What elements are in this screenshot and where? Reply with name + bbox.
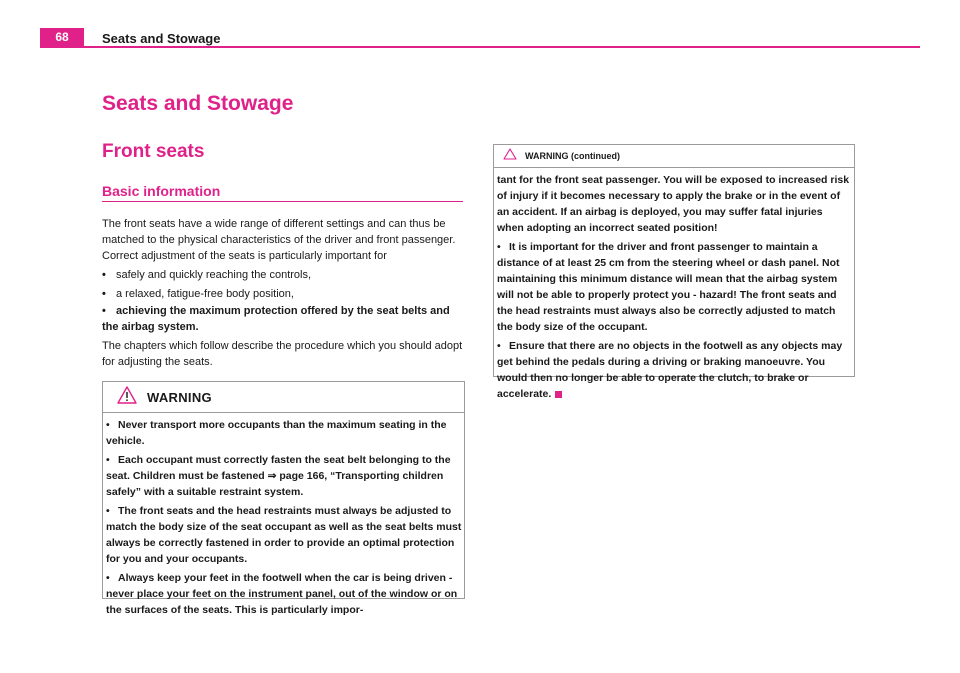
warning-item-text: The front seats and the head restraints must always be adjusted to match the body size of the seat occupant as well as the seat belts must always be correctly fastened in order to provide an optimal protection for you and your occupants. — [106, 505, 462, 565]
header-rule — [40, 46, 920, 48]
warning-item — [497, 338, 851, 402]
warning-header — [103, 382, 464, 413]
bullet-item — [102, 303, 464, 335]
bullet-dot: • — [102, 288, 106, 300]
end-of-section-icon — [555, 391, 562, 398]
bullet-item — [102, 286, 464, 302]
bullet-dot: • — [497, 241, 501, 253]
bullet-text: safely and quickly reaching the controls, — [116, 269, 312, 281]
warning-item-text: Always keep your feet in the footwell when the car is being driven - never place your feet on the instrument panel, out of the window or on the surfaces of the seats. This is particularly impor- — [106, 572, 458, 616]
subsection-title: Basic information — [102, 183, 221, 199]
bullet-text: a relaxed, fatigue-free body position, — [116, 288, 294, 300]
section-title: Front seats — [102, 141, 205, 162]
warning-item-text: Each occupant must correctly fasten the seat belt belonging to the seat. Children must be fastened ⇒ page 166, “Transporting children safely” with a suitable restraint system. — [106, 454, 451, 498]
warning-item — [106, 570, 462, 618]
warning-item-text: It is important for the driver and front passenger to maintain a distance of at least 25 cm from the steering wheel or dash panel. Not maintaining this minimum distance will mean that the airbag system will not be able to properly protect you - hazard! The front seats and the head restraints must always also be correctly adjusted to match the body size of the occupant. — [497, 241, 840, 333]
warning-item — [497, 239, 851, 335]
chapters-paragraph: The chapters which follow describe the procedure which you should adopt for adjusting the seats. — [102, 340, 463, 368]
warning-continued-box — [493, 144, 855, 400]
page-number: 68 — [40, 28, 84, 46]
running-title: Seats and Stowage — [102, 31, 221, 46]
warning-box — [102, 381, 465, 616]
warning-item-text: Never transport more occupants than the maximum seating in the vehicle. — [106, 419, 447, 447]
bullet-dot: • — [102, 269, 106, 281]
bullet-dot: • — [102, 305, 106, 317]
warning-continued-title: WARNING (continued) — [525, 151, 620, 161]
bullet-dot: • — [497, 340, 501, 352]
warning-continued-body — [494, 168, 854, 402]
bullet-dot: • — [106, 572, 110, 584]
intro-paragraph: The front seats have a wide range of different settings and can thus be matched to the physical characteristics of the driver and front passenger. Correct adjustment of the seats is particularly important for — [102, 218, 456, 262]
warning-triangle-icon — [503, 147, 517, 165]
bullet-dot: • — [106, 505, 110, 517]
warning-body — [103, 413, 464, 618]
warning-continued-lead: tant for the front seat passenger. You will be exposed to increased risk of injury if it becomes necessary to apply the brake or in the event of an accident. If an airbag is deployed, you may suffer fatal injuries when adopting an incorrect seated position! — [497, 174, 850, 234]
bullet-text: achieving the maximum protection offered by the seat belts and the airbag system. — [102, 305, 450, 333]
bullet-dot: • — [106, 419, 110, 431]
bullet-item — [102, 267, 464, 283]
warning-item-text: Ensure that there are no objects in the footwell as any objects may get behind the pedals during a driving or braking manoeuvre. You would then no longer be able to operate the clutch, to brake or accelerate. — [497, 340, 843, 400]
warning-item — [106, 503, 462, 567]
warning-triangle-icon — [117, 386, 137, 409]
warning-continued-header — [494, 145, 854, 168]
subsection-rule — [102, 201, 463, 202]
warning-title: WARNING — [147, 389, 212, 405]
bullet-dot: • — [106, 454, 110, 466]
warning-item — [106, 417, 462, 449]
chapter-title: Seats and Stowage — [102, 92, 294, 115]
warning-item — [106, 452, 462, 500]
